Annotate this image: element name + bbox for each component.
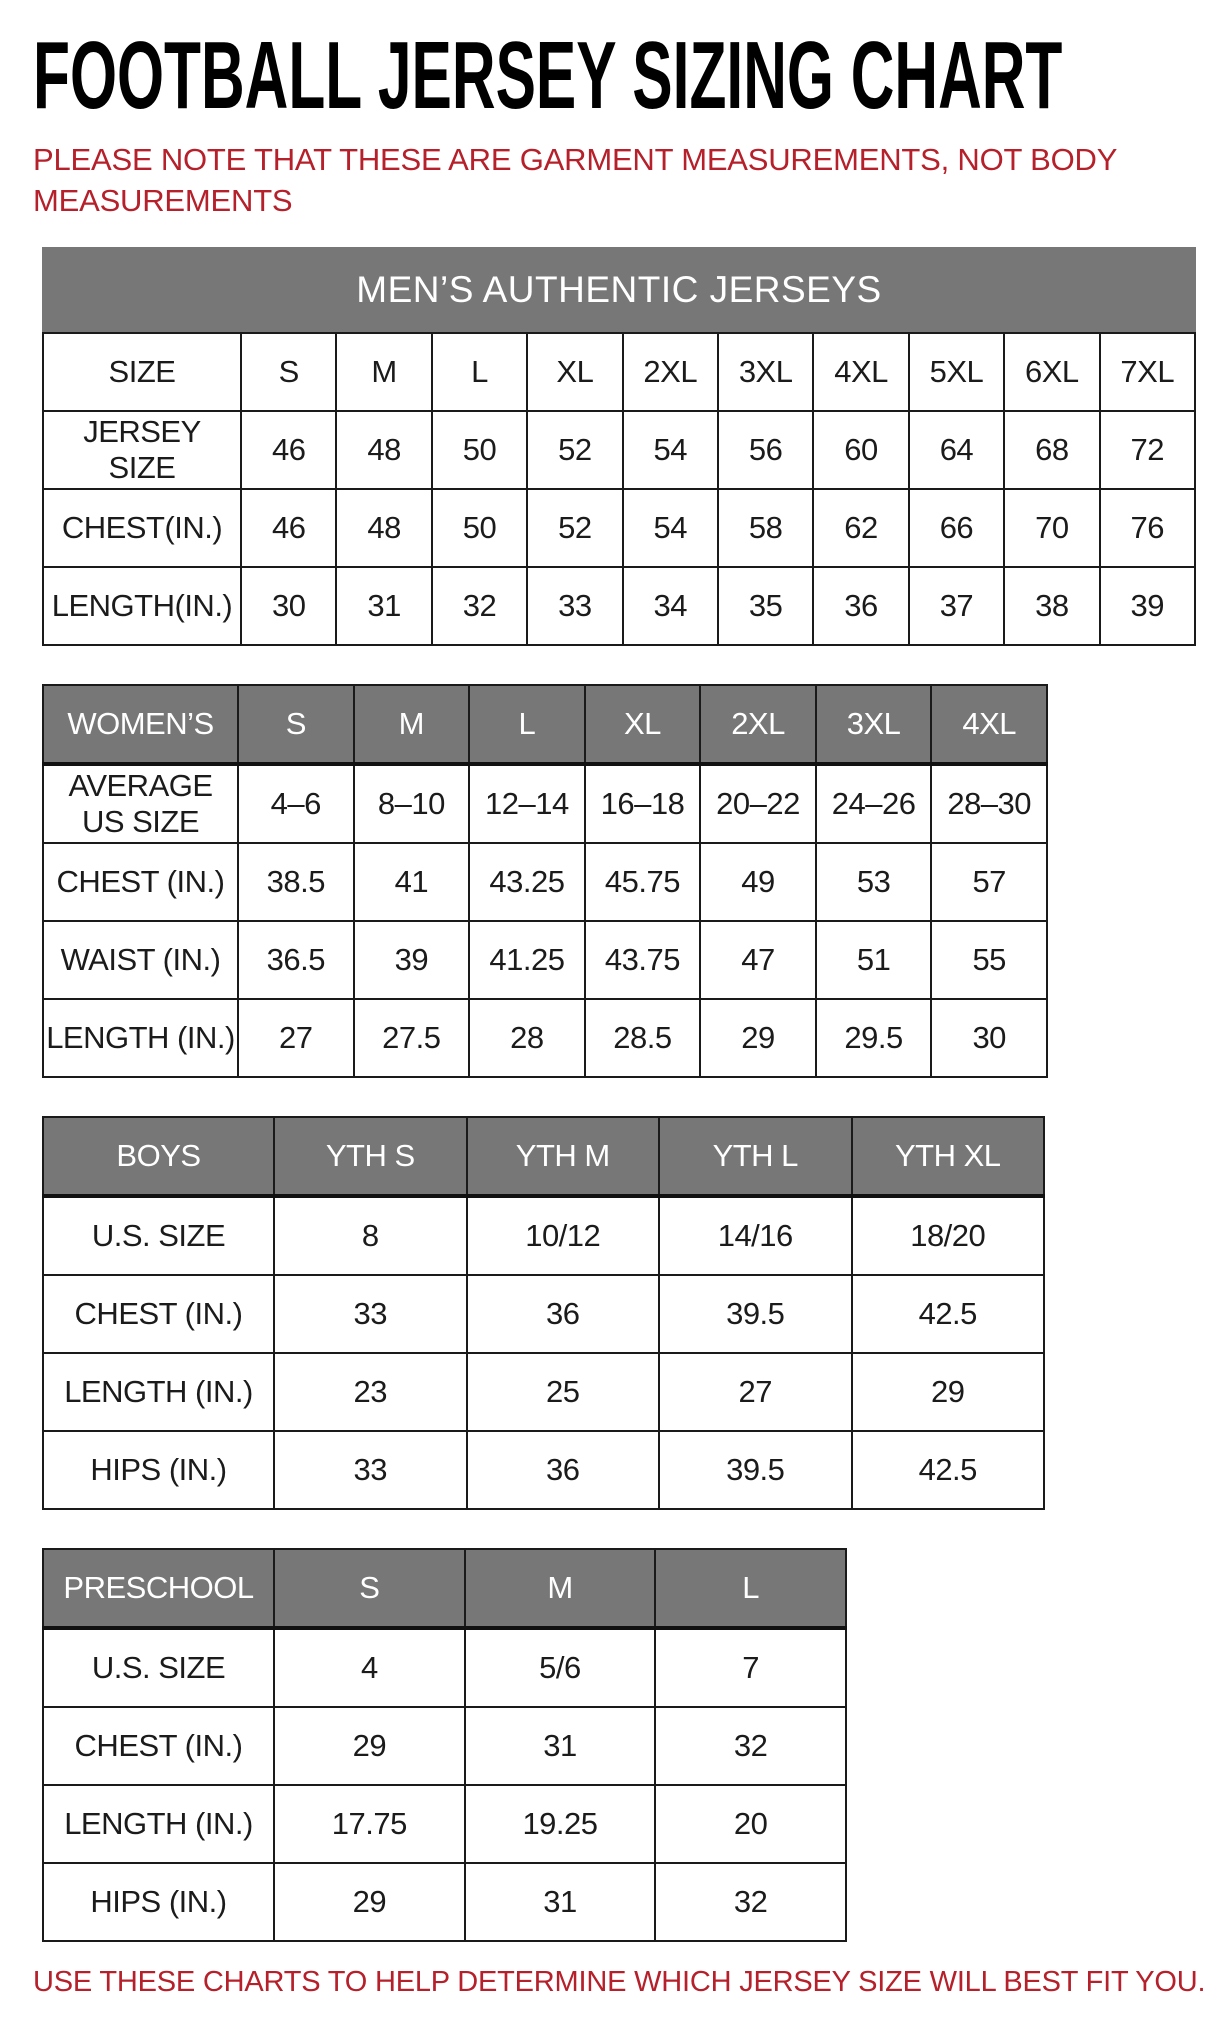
column-header: XL: [527, 333, 622, 411]
page-title: FOOTBALL JERSEY SIZING CHART: [33, 22, 1063, 129]
table-row: [43, 1353, 1044, 1431]
value-cell: 28: [469, 999, 585, 1077]
value-cell: 8: [274, 1196, 467, 1275]
value-cell: 54: [623, 489, 718, 567]
table-title-cell: SIZE: [43, 333, 241, 411]
value-cell: 4–6: [238, 764, 354, 843]
column-header: S: [238, 685, 354, 764]
mens-authentic-jerseys-banner: MEN’S AUTHENTIC JERSEYS: [42, 247, 1196, 332]
preschool-jerseys-table: [42, 1548, 847, 1942]
column-header: 2XL: [623, 333, 718, 411]
value-cell: 46: [241, 411, 336, 489]
value-cell: 16–18: [585, 764, 701, 843]
value-cell: 47: [700, 921, 816, 999]
value-cell: 48: [336, 489, 431, 567]
value-cell: 34: [623, 567, 718, 645]
value-cell: 76: [1100, 489, 1195, 567]
table-row: [43, 1431, 1044, 1509]
value-cell: 28–30: [931, 764, 1047, 843]
row-label: HIPS (IN.): [43, 1431, 274, 1509]
row-label: WAIST (IN.): [43, 921, 238, 999]
value-cell: 8–10: [354, 764, 470, 843]
value-cell: 36.5: [238, 921, 354, 999]
value-cell: 45.75: [585, 843, 701, 921]
column-header: 5XL: [909, 333, 1004, 411]
value-cell: 7: [655, 1628, 846, 1707]
value-cell: 48: [336, 411, 431, 489]
table-row: [43, 1707, 846, 1785]
table-row: [43, 489, 1195, 567]
value-cell: 37: [909, 567, 1004, 645]
value-cell: 39: [1100, 567, 1195, 645]
value-cell: 4: [274, 1628, 465, 1707]
value-cell: 20: [655, 1785, 846, 1863]
value-cell: 57: [931, 843, 1047, 921]
value-cell: 20–22: [700, 764, 816, 843]
value-cell: 68: [1004, 411, 1099, 489]
value-cell: 33: [274, 1431, 467, 1509]
table-title-cell: PRESCHOOL: [43, 1549, 274, 1628]
value-cell: 70: [1004, 489, 1099, 567]
value-cell: 64: [909, 411, 1004, 489]
value-cell: 27: [659, 1353, 852, 1431]
value-cell: 30: [241, 567, 336, 645]
value-cell: 28.5: [585, 999, 701, 1077]
value-cell: 33: [527, 567, 622, 645]
table-row: [43, 1628, 846, 1707]
value-cell: 50: [432, 489, 527, 567]
row-label: LENGTH (IN.): [43, 1353, 274, 1431]
value-cell: 58: [718, 489, 813, 567]
value-cell: 29.5: [816, 999, 932, 1077]
value-cell: 10/12: [467, 1196, 660, 1275]
value-cell: 62: [813, 489, 908, 567]
column-header: L: [469, 685, 585, 764]
value-cell: 51: [816, 921, 932, 999]
value-cell: 49: [700, 843, 816, 921]
column-header: S: [241, 333, 336, 411]
value-cell: 72: [1100, 411, 1195, 489]
value-cell: 32: [655, 1707, 846, 1785]
value-cell: 35: [718, 567, 813, 645]
value-cell: 30: [931, 999, 1047, 1077]
value-cell: 5/6: [465, 1628, 656, 1707]
header-row: [43, 1117, 1044, 1196]
column-header: L: [432, 333, 527, 411]
value-cell: 12–14: [469, 764, 585, 843]
row-label: LENGTH(IN.): [43, 567, 241, 645]
value-cell: 23: [274, 1353, 467, 1431]
column-header: 4XL: [813, 333, 908, 411]
value-cell: 42.5: [852, 1431, 1045, 1509]
row-label: LENGTH (IN.): [43, 1785, 274, 1863]
womens-jerseys-table-wrap: [42, 684, 1220, 1078]
value-cell: 31: [336, 567, 431, 645]
column-header: 3XL: [816, 685, 932, 764]
header-row: [43, 333, 1195, 411]
value-cell: 39.5: [659, 1431, 852, 1509]
value-cell: 19.25: [465, 1785, 656, 1863]
boys-jerseys-table: [42, 1116, 1045, 1510]
value-cell: 52: [527, 411, 622, 489]
value-cell: 18/20: [852, 1196, 1045, 1275]
value-cell: 32: [655, 1863, 846, 1941]
table-row: [43, 1196, 1044, 1275]
column-header: XL: [585, 685, 701, 764]
column-header: M: [336, 333, 431, 411]
table-row: [43, 999, 1047, 1077]
row-label: U.S. SIZE: [43, 1196, 274, 1275]
column-header: 2XL: [700, 685, 816, 764]
womens-jerseys-table: [42, 684, 1048, 1078]
value-cell: 27.5: [354, 999, 470, 1077]
table-row: [43, 1785, 846, 1863]
column-header: YTH L: [659, 1117, 852, 1196]
row-label: CHEST (IN.): [43, 1707, 274, 1785]
value-cell: 66: [909, 489, 1004, 567]
column-header: YTH S: [274, 1117, 467, 1196]
value-cell: 31: [465, 1863, 656, 1941]
value-cell: 33: [274, 1275, 467, 1353]
value-cell: 24–26: [816, 764, 932, 843]
value-cell: 38.5: [238, 843, 354, 921]
table-row: [43, 567, 1195, 645]
value-cell: 14/16: [659, 1196, 852, 1275]
value-cell: 54: [623, 411, 718, 489]
column-header: 6XL: [1004, 333, 1099, 411]
value-cell: 52: [527, 489, 622, 567]
header-row: [43, 685, 1047, 764]
column-header: 4XL: [931, 685, 1047, 764]
value-cell: 56: [718, 411, 813, 489]
row-label: CHEST (IN.): [43, 843, 238, 921]
table-row: [43, 843, 1047, 921]
row-label: JERSEY SIZE: [43, 411, 241, 489]
value-cell: 55: [931, 921, 1047, 999]
row-label: HIPS (IN.): [43, 1863, 274, 1941]
column-header: S: [274, 1549, 465, 1628]
row-label: LENGTH (IN.): [43, 999, 238, 1077]
column-header: M: [354, 685, 470, 764]
value-cell: 36: [467, 1431, 660, 1509]
table-row: [43, 921, 1047, 999]
garment-measurements-note: PLEASE NOTE THAT THESE ARE GARMENT MEASUREMENTS, NOT BODY MEASUREMENTS: [33, 141, 1117, 218]
sizing-tables-container: [42, 247, 1220, 1942]
value-cell: 17.75: [274, 1785, 465, 1863]
value-cell: 42.5: [852, 1275, 1045, 1353]
value-cell: 39.5: [659, 1275, 852, 1353]
value-cell: 38: [1004, 567, 1099, 645]
footer-note: USE THESE CHARTS TO HELP DETERMINE WHICH JERSEY SIZE WILL BEST FIT YOU.: [33, 1966, 1206, 1999]
column-header: YTH M: [467, 1117, 660, 1196]
row-label: CHEST (IN.): [43, 1275, 274, 1353]
value-cell: 43.25: [469, 843, 585, 921]
value-cell: 25: [467, 1353, 660, 1431]
value-cell: 31: [465, 1707, 656, 1785]
boys-jerseys-table-wrap: [42, 1116, 1220, 1510]
row-label: AVERAGE US SIZE: [43, 764, 238, 843]
table-row: [43, 1275, 1044, 1353]
value-cell: 50: [432, 411, 527, 489]
column-header: M: [465, 1549, 656, 1628]
preschool-jerseys-table-wrap: [42, 1548, 1220, 1942]
row-label: CHEST(IN.): [43, 489, 241, 567]
value-cell: 53: [816, 843, 932, 921]
table-row: [43, 1863, 846, 1941]
table-row: [43, 411, 1195, 489]
value-cell: 29: [700, 999, 816, 1077]
mens-authentic-jerseys-table-wrap: [42, 247, 1220, 646]
value-cell: 41.25: [469, 921, 585, 999]
value-cell: 36: [813, 567, 908, 645]
value-cell: 39: [354, 921, 470, 999]
header-row: [43, 1549, 846, 1628]
column-header: L: [655, 1549, 846, 1628]
value-cell: 29: [852, 1353, 1045, 1431]
column-header: 7XL: [1100, 333, 1195, 411]
value-cell: 27: [238, 999, 354, 1077]
table-title-cell: BOYS: [43, 1117, 274, 1196]
mens-authentic-jerseys-table: [42, 332, 1196, 646]
value-cell: 43.75: [585, 921, 701, 999]
table-title-cell: WOMEN’S: [43, 685, 238, 764]
value-cell: 29: [274, 1707, 465, 1785]
row-label: U.S. SIZE: [43, 1628, 274, 1707]
column-header: 3XL: [718, 333, 813, 411]
value-cell: 32: [432, 567, 527, 645]
column-header: YTH XL: [852, 1117, 1045, 1196]
value-cell: 36: [467, 1275, 660, 1353]
value-cell: 41: [354, 843, 470, 921]
value-cell: 60: [813, 411, 908, 489]
value-cell: 46: [241, 489, 336, 567]
value-cell: 29: [274, 1863, 465, 1941]
table-row: [43, 764, 1047, 843]
